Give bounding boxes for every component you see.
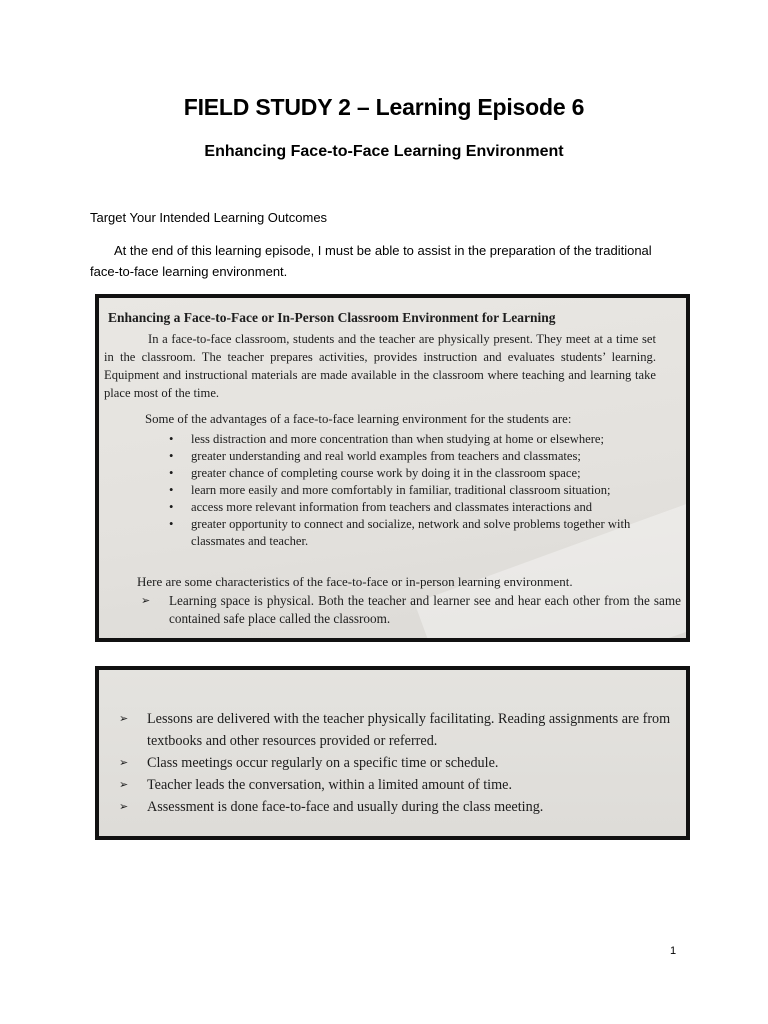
- section-heading: Target Your Intended Learning Outcomes: [90, 210, 328, 225]
- list-item: [119, 708, 690, 752]
- list-item: [169, 482, 669, 499]
- intro-paragraph: [90, 240, 670, 282]
- list-item-text: Assessment is done face-to-face and usually during the class meeting.: [147, 799, 544, 815]
- bullet-icon: •: [169, 483, 174, 497]
- list-item: [169, 465, 669, 482]
- scanned-excerpt-2: [95, 666, 690, 840]
- list-item: [169, 431, 669, 448]
- list-item-text: less distraction and more concentration than when studying at home or elsewhere;: [191, 432, 605, 446]
- scan1-paragraph-text: In a face-to-face classroom, students and the teacher are physically present. They meet at a time set in the classroom. The teacher prepares activities, provides instruction and evaluates students’ learning. Equipment and instructional materials are made available in the classroom where teaching and learning take place most of the time.: [104, 332, 656, 400]
- list-item: [169, 448, 669, 465]
- page-subtitle: Enhancing Face-to-Face Learning Environment: [204, 143, 564, 160]
- characteristic-item: [141, 592, 681, 628]
- scanned-excerpt-1: [95, 294, 690, 642]
- bullet-icon: •: [169, 500, 174, 514]
- arrow-bullet-icon: ➢: [119, 713, 129, 725]
- arrow-bullet-icon: ➢: [141, 595, 151, 607]
- bullet-icon: •: [169, 449, 174, 463]
- list-item-text: greater opportunity to connect and socialize, network and solve problems together with classmates and teacher.: [191, 517, 631, 548]
- arrow-bullet-icon: ➢: [119, 801, 129, 813]
- scan1-characteristics-intro: Here are some characteristics of the face-to-face or in-person learning environment.: [137, 574, 573, 589]
- list-item: [169, 499, 669, 516]
- list-item-text: greater chance of completing course work by doing it in the classroom space;: [191, 466, 581, 480]
- scan1-advantages-intro: Some of the advantages of a face-to-face learning environment for the students are:: [145, 412, 572, 426]
- list-item-text: learn more easily and more comfortably in familiar, traditional classroom situation;: [191, 483, 611, 497]
- list-item-text: Lessons are delivered with the teacher physically facilitating. Reading assignments are from textbooks and other resources provided or referred.: [147, 711, 671, 749]
- list-item-text: Teacher leads the conversation, within a limited amount of time.: [147, 777, 513, 793]
- list-item: [119, 752, 690, 774]
- arrow-bullet-icon: ➢: [119, 757, 129, 769]
- list-item: [119, 774, 690, 796]
- bullet-icon: •: [169, 517, 174, 531]
- arrow-bullet-icon: ➢: [119, 779, 129, 791]
- list-item: [169, 516, 669, 550]
- characteristic-text: Learning space is physical. Both the teacher and learner see and hear each other from the same contained safe place called the classroom.: [169, 593, 681, 626]
- bullet-icon: •: [169, 432, 174, 446]
- page-number: 1: [670, 945, 677, 957]
- advantages-list: [169, 431, 669, 550]
- list-item-text: access more relevant information from teachers and classmates interactions and: [191, 500, 593, 514]
- intro-text: At the end of this learning episode, I must be able to assist in the preparation of the traditional face-to-face learning environment.: [90, 243, 652, 279]
- bullet-icon: •: [169, 466, 174, 480]
- list-item: [119, 796, 690, 818]
- list-item-text: greater understanding and real world examples from teachers and classmates;: [191, 449, 581, 463]
- scan1-heading: Enhancing a Face-to-Face or In-Person Classroom Environment for Learning: [108, 310, 556, 325]
- page-title: FIELD STUDY 2 – Learning Episode 6: [183, 94, 585, 120]
- list-item-text: Class meetings occur regularly on a specific time or schedule.: [147, 755, 499, 771]
- scan1-paragraph: [104, 330, 656, 402]
- characteristics-list: [119, 708, 690, 818]
